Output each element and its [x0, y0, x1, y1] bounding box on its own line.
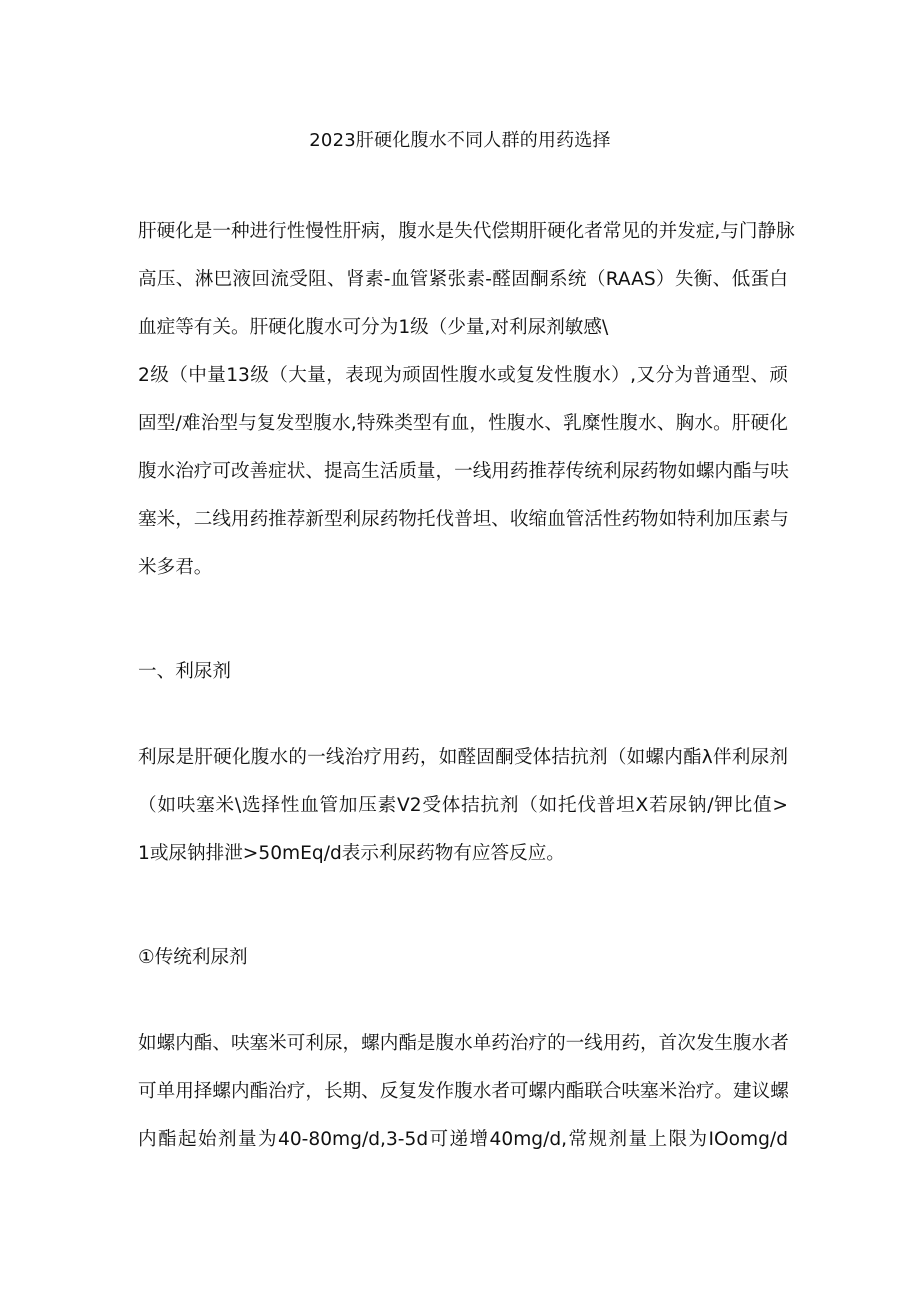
intro-line-8: 米多君。	[138, 557, 213, 578]
intro-line-4: 2级（中量13级（大量，表现为顽固性腹水或复发性腹水）,又分为普通型、顽	[138, 365, 788, 386]
intro-paragraph	[138, 218, 795, 602]
traditional-line-2: 可单用择螺内酯治疗，长期、反复发作腹水者可螺内酯联合呋塞米治疗。建议螺	[138, 1081, 789, 1102]
diuretics-paragraph	[138, 744, 788, 888]
intro-line-1: 肝硬化是一种进行性慢性肝病，腹水是失代偿期肝硬化者常见的并发症,与门静脉	[138, 221, 795, 242]
traditional-diuretics-paragraph	[138, 1030, 788, 1174]
intro-line-6: 腹水治疗可改善症状、提高生活质量，一线用药推荐传统利尿药物如螺内酯与呋	[138, 461, 789, 482]
document-title: 2023肝硬化腹水不同人群的用药选择	[309, 130, 611, 151]
intro-line-2: 高压、淋巴液回流受阻、肾素-血管紧张素-醛固酮系统（RAAS）失衡、低蛋白	[138, 269, 788, 290]
intro-line-7: 塞米，二线用药推荐新型利尿药物托伐普坦、收缩血管活性药物如特利加压素与	[138, 509, 789, 530]
diuretics-line-2: （如呋塞米\选择性血管加压素V2受体拮抗剂（如托伐普坦X若尿钠/钾比值>	[138, 795, 788, 816]
intro-line-5: 固型/难治型与复发型腹水,特殊类型有血，性腹水、乳糜性腹水、胸水。肝硬化	[138, 413, 788, 434]
traditional-line-3: 内酯起始剂量为40-80mg/d,3-5d可递增40mg/d,常规剂量上限为IOomg/d	[138, 1129, 788, 1150]
subsection-heading-traditional-diuretics: ①传统利尿剂	[138, 947, 248, 968]
section-heading-diuretics: 一、利尿剂	[138, 661, 231, 682]
diuretics-line-1: 利尿是肝硬化腹水的一线治疗用药，如醛固酮受体拮抗剂（如螺内酯λ伴利尿剂	[138, 747, 788, 768]
diuretics-line-3: 1或尿钠排泄>50mEq/d表示利尿药物有应答反应。	[138, 843, 565, 864]
intro-line-3: 血症等有关。肝硬化腹水可分为1级（少量,对利尿剂敏感\	[138, 317, 609, 338]
traditional-line-1: 如螺内酯、呋塞米可利尿，螺内酯是腹水单药治疗的一线用药，首次发生腹水者	[138, 1033, 789, 1054]
